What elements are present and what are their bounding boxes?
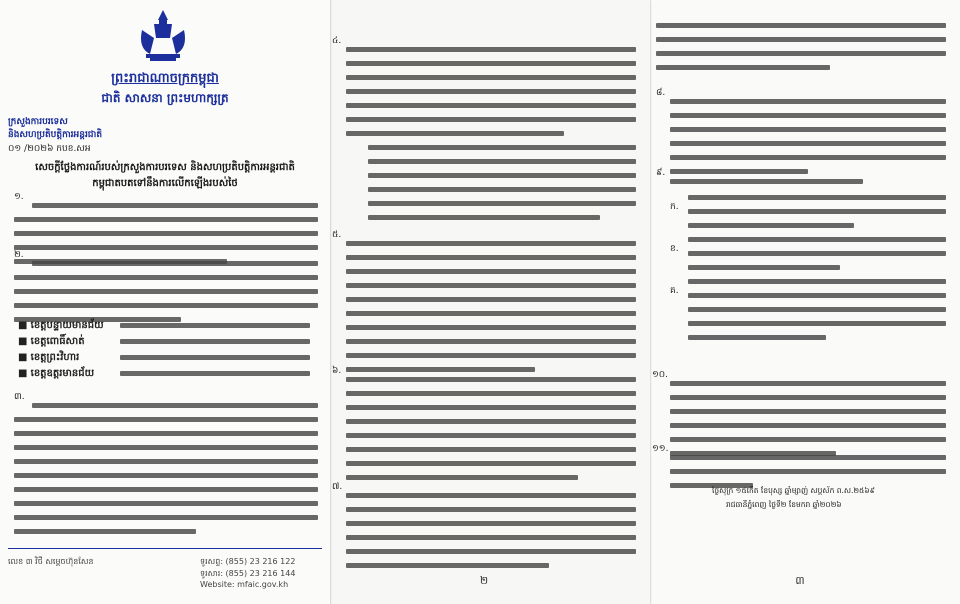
province-name: ខេត្តឧត្តរមានជ័យ bbox=[30, 368, 95, 379]
bullet-item: ■ ខេត្តបន្ទាយមានជ័យ bbox=[18, 320, 104, 331]
page-1 bbox=[0, 0, 330, 604]
page-2 bbox=[318, 0, 650, 604]
province-name: ខេត្តពោធិ៍សាត់ bbox=[30, 336, 85, 347]
paragraph-8 bbox=[656, 88, 946, 174]
ministry-name: ក្រសួងការបរទេស bbox=[8, 117, 68, 127]
issue-date: រាជធានីភ្នំពេញ ថ្ងៃទី២ ខែមករា ឆ្នាំ២០២៦ bbox=[726, 500, 842, 509]
paragraph-6 bbox=[332, 366, 636, 480]
bullet-item: ■ ខេត្តពោធិ៍សាត់ bbox=[18, 336, 85, 347]
paragraph-number: ១. bbox=[14, 192, 24, 202]
reference-number: ០១ /២០២៦ កបខ.សអ bbox=[8, 144, 91, 154]
paragraph-4 bbox=[332, 36, 636, 220]
province-name: ខេត្តបន្ទាយមានជ័យ bbox=[30, 320, 104, 331]
bullet-details bbox=[120, 320, 310, 376]
paragraph-number: ៨. bbox=[656, 88, 666, 98]
province-name: ខេត្តព្រះវិហារ bbox=[30, 352, 80, 363]
footer-rule bbox=[8, 548, 322, 549]
footer-fax: ទូរសារ: (855) 23 216 144 bbox=[200, 569, 296, 578]
paragraph-number: ៤. bbox=[332, 36, 342, 46]
bullet-item: ■ ខេត្តព្រះវិហារ bbox=[18, 352, 80, 363]
footer-phone: ទូរសព្ទ: (855) 23 216 122 bbox=[200, 557, 296, 566]
list-item bbox=[670, 279, 946, 340]
item-label: គ. bbox=[670, 286, 679, 296]
item-label: ខ. bbox=[670, 244, 679, 254]
paragraph-number: ១១. bbox=[652, 444, 669, 454]
paragraph-number: ៣. bbox=[14, 392, 25, 402]
paragraph-11 bbox=[652, 444, 946, 488]
paragraph-number: ២. bbox=[14, 250, 24, 260]
department-name: និងសហប្រតិបត្តិការអន្តរជាតិ bbox=[8, 130, 103, 140]
list-item bbox=[670, 195, 946, 228]
kingdom-heading: ព្រះរាជាណាចក្រកម្ពុជា bbox=[111, 71, 219, 86]
footer-website: Website: mfaic.gov.kh bbox=[200, 580, 289, 589]
paragraph-9 bbox=[656, 168, 946, 184]
paragraph-5 bbox=[332, 230, 636, 372]
page-number: ២ bbox=[479, 574, 489, 587]
bullet-item: ■ ខេត្តឧត្តរមានជ័យ bbox=[18, 368, 95, 379]
paragraph-number: ៩. bbox=[656, 168, 666, 178]
paragraph-7 bbox=[332, 482, 636, 568]
footer-address: លេខ ៣ វិថី សម្តេចហ៊ុនសែន bbox=[8, 557, 94, 566]
paragraph-number: ៦. bbox=[332, 366, 342, 376]
paragraph-7-continued bbox=[656, 14, 946, 70]
item-list bbox=[670, 186, 946, 340]
page-3 bbox=[640, 0, 960, 604]
motto: ជាតិ សាសនា ព្រះមហាក្សត្រ bbox=[101, 91, 229, 105]
paragraph-2 bbox=[14, 252, 318, 322]
list-item bbox=[670, 237, 946, 270]
statement-title: សេចក្តីថ្លែងការណ៍របស់ក្រសួងការបរទេស និងសហប្រតិបត្តិការអន្តរជាតិ bbox=[35, 162, 295, 173]
paragraph-number: ៧. bbox=[332, 482, 343, 492]
paragraph-3 bbox=[14, 394, 318, 534]
paragraph-number: ៥. bbox=[332, 230, 342, 240]
item-label: ក. bbox=[670, 202, 679, 212]
royal-emblem-icon bbox=[132, 8, 194, 64]
paragraph-number: ១០. bbox=[652, 370, 669, 380]
page-number: ៣ bbox=[795, 574, 805, 587]
lunar-date: ថ្ងៃសុក្រ ១៥កើត ខែបុស្ស ឆ្នាំម្សាញ់ សប្តស័ក ព.ស.២៥៦៩ bbox=[712, 486, 875, 495]
statement-subtitle: កម្ពុជាតបតទៅនឹងការលើកឡើងរបស់ថៃ bbox=[92, 178, 238, 189]
